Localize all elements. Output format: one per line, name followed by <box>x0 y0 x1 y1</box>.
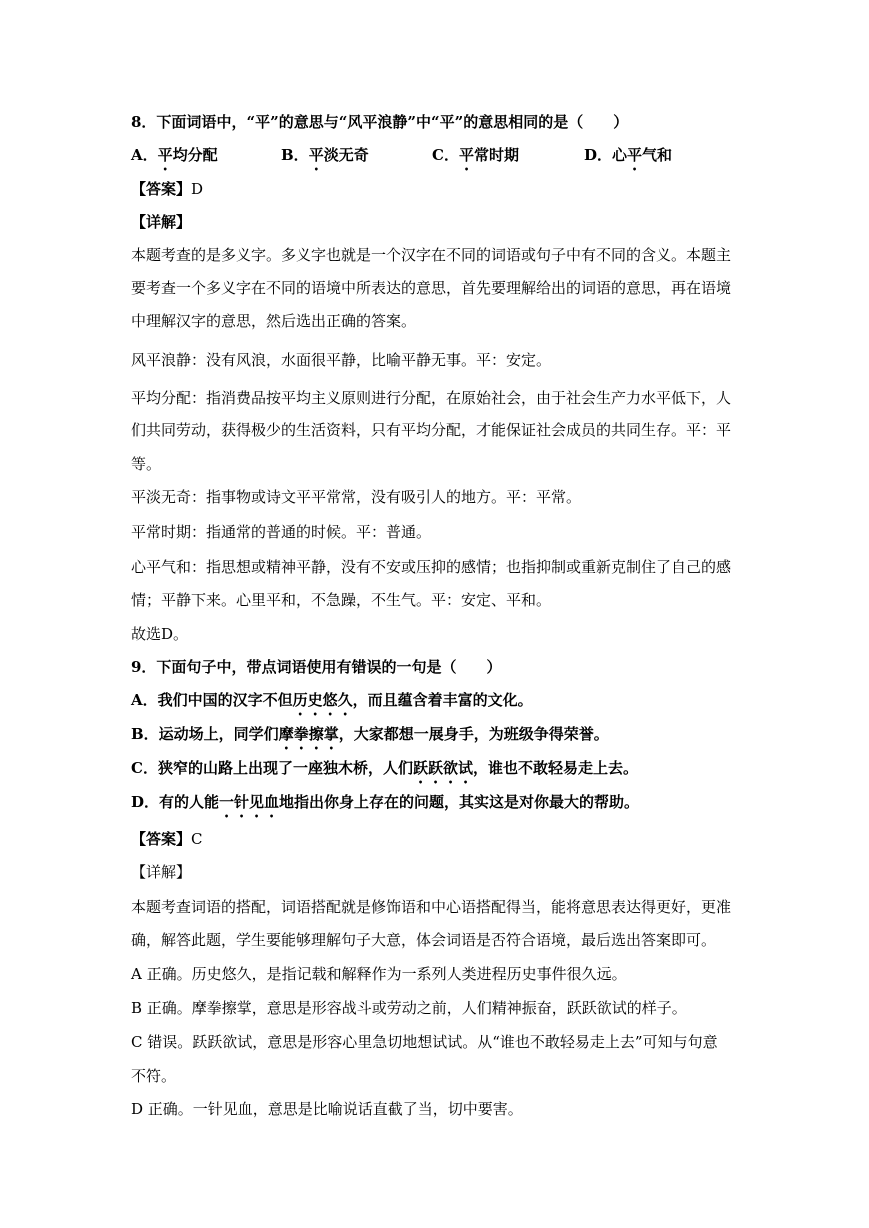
q8-option-b[interactable]: B．平淡无奇 <box>281 146 369 164</box>
q8-explanation-line: 故选D。 <box>131 625 189 643</box>
option-letter: C． <box>432 146 459 164</box>
dotted-char: 平 <box>308 146 324 164</box>
q8-explanation-line: 平均分配：指消费品按平均主义原则进行分配，在原始社会，由于社会生产力水平低下，人 <box>131 389 732 407</box>
dotted-phrase: 摩拳擦掌 <box>278 725 339 743</box>
q9-explanation-line: C 错误。跃跃欲试，意思是形容心里急切地想试试。从“谁也不敢轻易走上去”可知与句意 <box>131 1033 718 1051</box>
dotted-phrase: 历史悠久 <box>292 691 353 709</box>
q9-stem: 9．下面句子中，带点词语使用有错误的一句是（ ） <box>131 658 502 676</box>
q8-explanation-line: 中理解汉字的意思，然后选出正确的答案。 <box>131 312 417 330</box>
q9-explanation-line: A 正确。历史悠久，是指记载和解释作为一系列人类进程历史事件很久远。 <box>131 965 627 983</box>
q8-explanation-line: 平淡无奇：指事物或诗文平平常常，没有吸引人的地方。平：平常。 <box>131 488 582 506</box>
dotted-phrase: 一针见血 <box>219 793 280 811</box>
answer-value: C <box>191 830 203 848</box>
q8-explanation-line: 本题考查的是多义字。多义字也就是一个汉字在不同的词语或句子中有不同的含义。本题主 <box>131 246 732 264</box>
q9-option-c[interactable]: C．狭窄的山路上出现了一座独木桥，人们跃跃欲试，谁也不敢轻易走上去。 <box>131 759 638 777</box>
q8-explanation-line: 要考查一个多义字在不同的语境中所表达的意思，首先要理解给出的词语的意思，再在语境 <box>131 279 732 297</box>
q8-explanation-line: 等。 <box>131 455 162 473</box>
q8-explanation-line: 风平浪静：没有风浪，水面很平静，比喻平静无事。平：安定。 <box>131 351 552 369</box>
q8-option-c[interactable]: C．平常时期 <box>432 146 519 164</box>
answer-label: 【答案】 <box>131 180 192 198</box>
q9-option-d[interactable]: D．有的人能一针见血地指出你身上存在的问题，其实这是对你最大的帮助。 <box>131 793 640 811</box>
q8-option-a[interactable]: A．平均分配 <box>131 146 218 164</box>
q9-answer <box>131 829 203 849</box>
q9-explanation-line: D 正确。一针见血，意思是比喻说话直截了当，切中要害。 <box>131 1100 523 1118</box>
dotted-char: 平 <box>627 146 643 164</box>
answer-value: D <box>191 180 204 198</box>
answer-label: 【答案】 <box>131 830 192 848</box>
q8-stem: 8．下面词语中，“平”的意思与“风平浪静”中“平”的意思相同的是（ ） <box>131 113 629 131</box>
option-letter: A． <box>131 146 158 164</box>
q9-option-a[interactable]: A．我们中国的汉字不但历史悠久，而且蕴含着丰富的文化。 <box>131 691 533 709</box>
q8-detail-label: 【详解】 <box>131 213 192 231</box>
q9-explanation-line: B 正确。摩拳擦掌，意思是形容战斗或劳动之前，人们精神振奋，跃跃欲试的样子。 <box>131 999 687 1017</box>
q8-option-d[interactable]: D．心平气和 <box>584 146 673 164</box>
q8-explanation-line: 情；平静下来。心里平和，不急躁，不生气。平：安定、平和。 <box>131 591 552 609</box>
q8-explanation-line: 平常时期：指通常的普通的时候。平：普通。 <box>131 523 432 541</box>
q9-detail-label: 【详解】 <box>131 863 192 881</box>
dotted-char: 平 <box>458 146 474 164</box>
q9-option-b[interactable]: B．运动场上，同学们摩拳擦掌，大家都想一展身手，为班级争得荣誉。 <box>131 725 609 743</box>
q8-answer <box>131 179 203 199</box>
q8-explanation-line: 心平气和：指思想或精神平静，没有不安或压抑的感情；也指抑制或重新克制住了自己的感 <box>131 558 732 576</box>
q9-explanation-line: 本题考查词语的搭配，词语搭配就是修饰语和中心语搭配得当，能将意思表达得更好，更准 <box>131 898 732 916</box>
q8-explanation-line: 们共同劳动，获得极少的生活资料，只有平均分配，才能保证社会成员的共同生存。平：平 <box>131 421 732 439</box>
q9-explanation-line: 确，解答此题，学生要能够理解句子大意，体会词语是否符合语境，最后选出答案即可。 <box>131 931 717 949</box>
dotted-phrase: 跃跃欲试 <box>412 759 473 777</box>
option-letter: D． <box>584 146 613 164</box>
q9-explanation-line: 不符。 <box>131 1067 177 1085</box>
dotted-char: 平 <box>157 146 173 164</box>
option-letter: B． <box>281 146 309 164</box>
